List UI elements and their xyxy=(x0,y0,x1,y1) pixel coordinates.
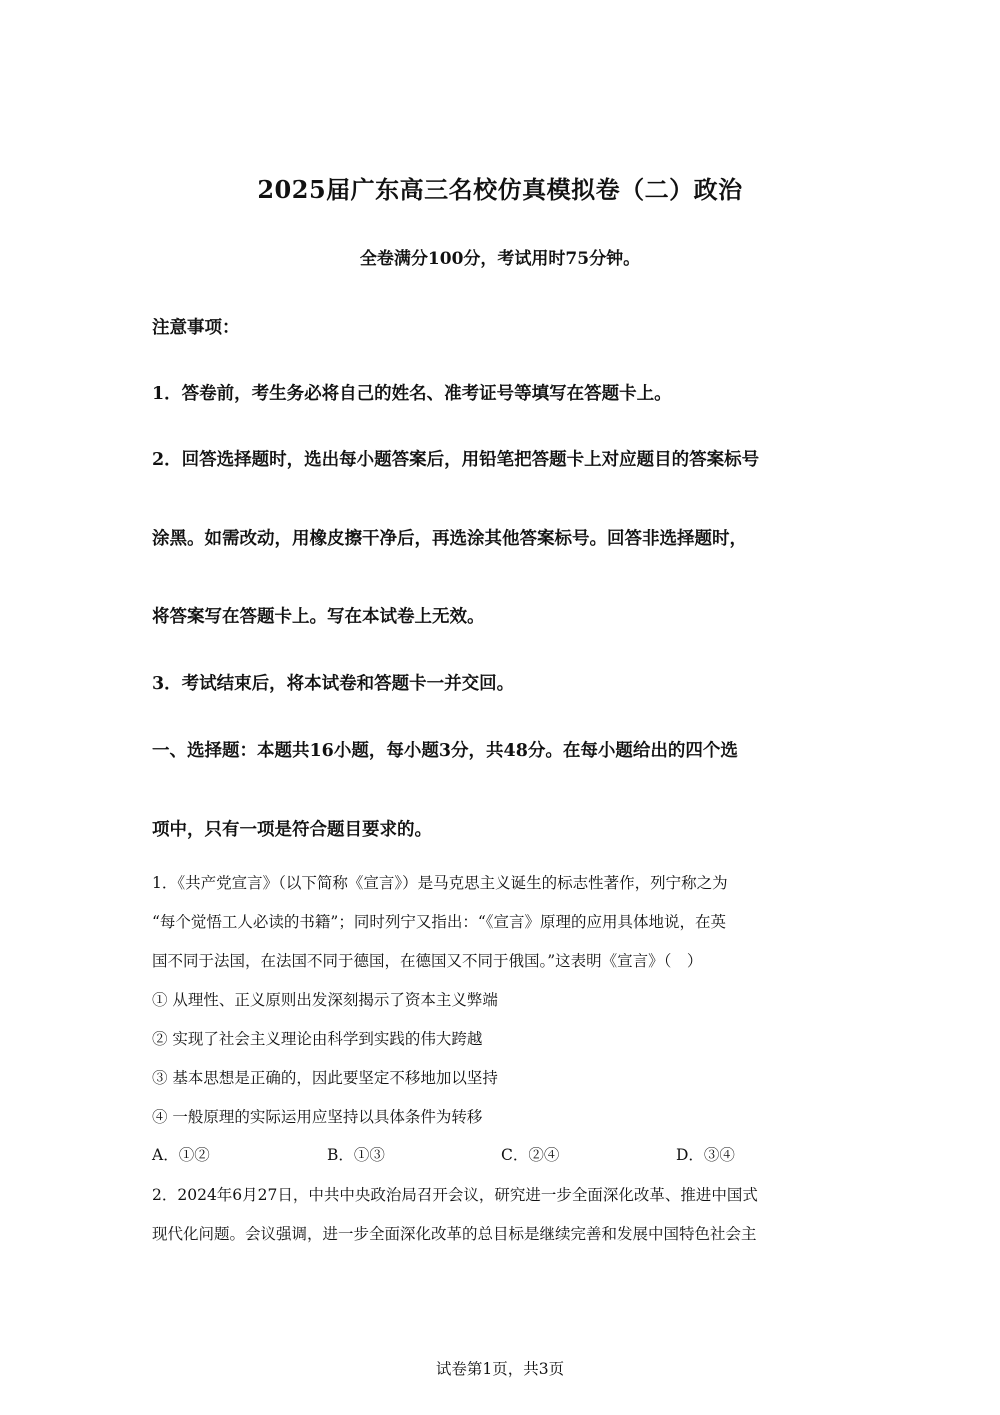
note-item-2-line-3: 将答案写在答题卡上。写在本试卷上无效。 xyxy=(152,607,485,627)
question-1-line-1: 1．《共产党宣言》（以下简称《宣言》）是马克思主义诞生的标志性著作，列宁称之为 xyxy=(152,874,728,892)
question-1-option-c: C．②④ xyxy=(501,1146,560,1164)
note-item-3: 3．考试结束后，将本试卷和答题卡一并交回。 xyxy=(152,674,515,694)
page-footer: 试卷第1页，共3页 xyxy=(435,1360,565,1378)
question-1-option-b: B．①③ xyxy=(327,1146,385,1164)
question-2-line-1: 2．2024年6月27日，中共中央政治局召开会议，研究进一步全面深化改革、推进中国式 xyxy=(152,1186,758,1204)
page-subtitle: 全卷满分100分，考试用时75分钟。 xyxy=(359,249,641,269)
notes-heading: 注意事项： xyxy=(152,318,240,338)
section-heading-line-1: 一、选择题：本题共16小题，每小题3分，共48分。在每小题给出的四个选 xyxy=(152,741,738,761)
question-1-statement-2: ② 实现了社会主义理论由科学到实践的伟大跨越 xyxy=(152,1030,483,1048)
page-title: 2025届广东高三名校仿真模拟卷（二）政治 xyxy=(257,175,743,204)
section-heading-line-2: 项中，只有一项是符合题目要求的。 xyxy=(152,820,432,840)
note-item-2-line-2: 涂黑。如需改动，用橡皮擦干净后，再选涂其他答案标号。回答非选择题时， xyxy=(152,529,747,549)
question-1-statement-4: ④ 一般原理的实际运用应坚持以具体条件为转移 xyxy=(152,1108,483,1126)
question-1-statement-3: ③ 基本思想是正确的，因此要坚定不移地加以坚持 xyxy=(152,1069,498,1087)
question-1-line-2: “每个觉悟工人必读的书籍”；同时列宁又指出：“《宣言》原理的应用具体地说，在英 xyxy=(152,913,727,931)
question-2-line-2: 现代化问题。会议强调，进一步全面深化改革的总目标是继续完善和发展中国特色社会主 xyxy=(152,1225,757,1243)
note-item-1: 1．答卷前，考生务必将自己的姓名、准考证号等填写在答题卡上。 xyxy=(152,384,672,404)
question-1-statement-1: ① 从理性、正义原则出发深刻揭示了资本主义弊端 xyxy=(152,991,498,1009)
question-1-option-a: A．①② xyxy=(152,1146,210,1164)
question-1-option-d: D．③④ xyxy=(676,1146,735,1164)
question-1-line-3: 国不同于法国，在法国不同于德国，在德国又不同于俄国。”这表明《宣言》（ ） xyxy=(152,952,703,970)
note-item-2-line-1: 2．回答选择题时，选出每小题答案后，用铅笔把答题卡上对应题目的答案标号 xyxy=(152,450,760,470)
